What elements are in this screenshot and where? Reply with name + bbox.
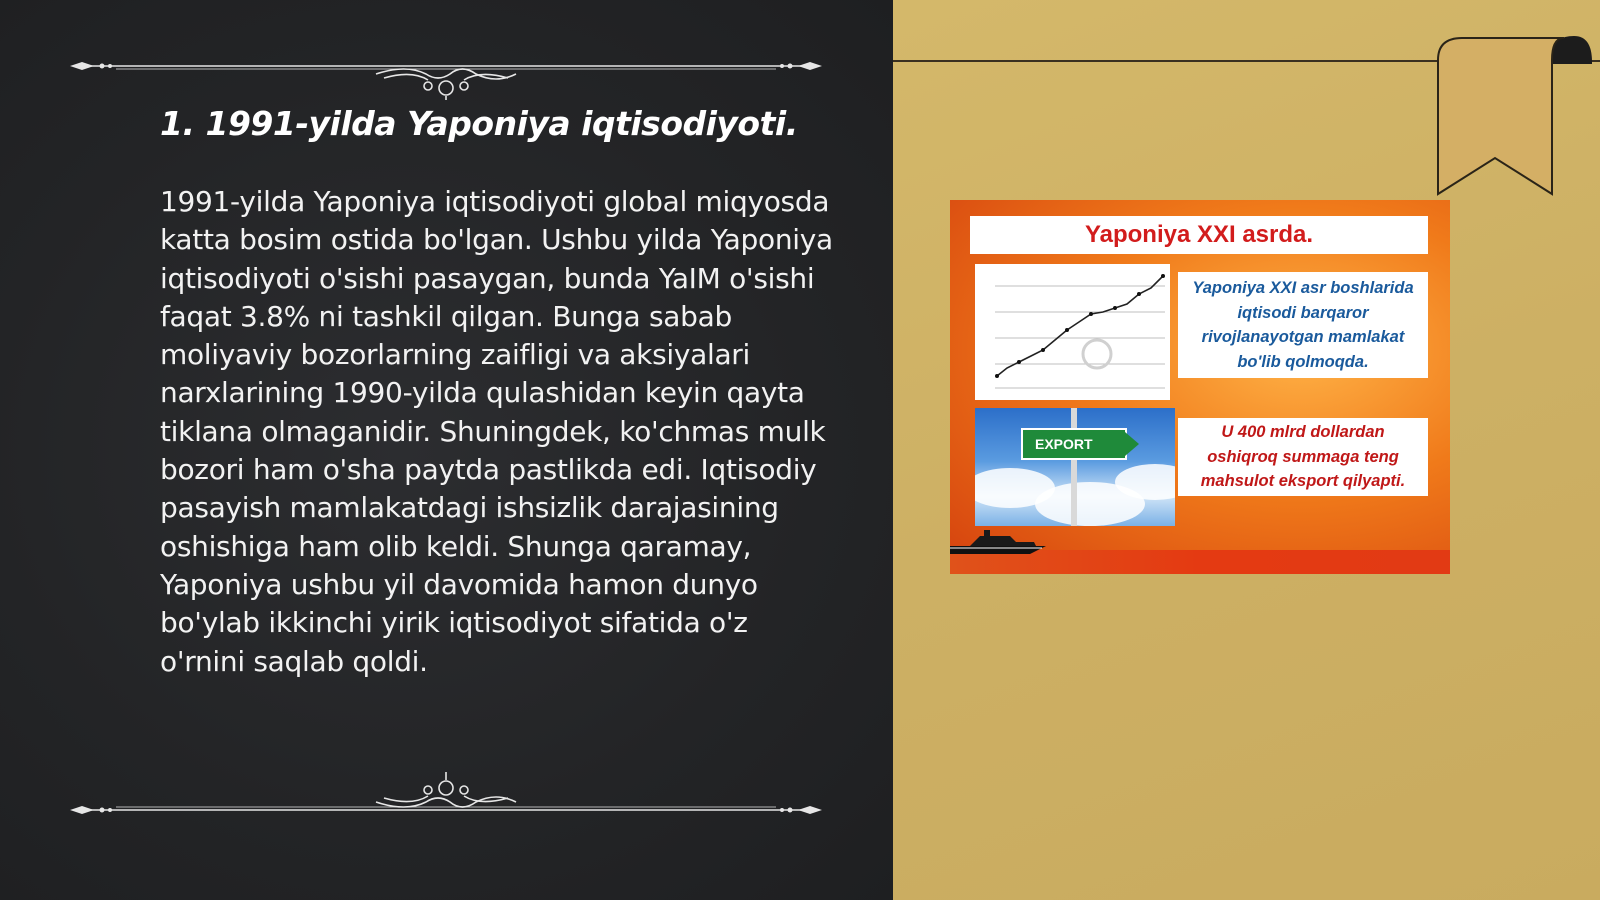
- ship-icon: [950, 528, 1060, 556]
- chart-line-icon: [975, 264, 1170, 400]
- picture-title: Yaponiya XXI asrda.: [970, 216, 1428, 254]
- picture-sky-photo: [975, 408, 1175, 526]
- picture-chart: [975, 264, 1170, 400]
- export-sign-icon: EXPORT: [1021, 428, 1127, 460]
- slide-body-text: 1991-yilda Yaponiya iqtisodiyoti global miqyosda katta bosim ostida bo'lgan. Ushbu yilda Yaponiya iqtisodiyoti o'sishi pasaygan, bunda YaIM o'sishi faqat 3.8% ni tashkil qilgan. Bunga sabab moliyaviy bozorlarning zaifligi va aksiyalari narxlarining 1990-yilda qulashidan keyin qayta tiklana olmaganidir. Shuningdek, ko'chmas mulk bozori ham o'sha paytda pastlikda edi. Iqtisodiy pasayish mamlakatdagi ishsizlik darajasining oshishiga ham olib keldi. Shunga qaramay, Yaponiya ushbu yil davomida hamon dunyo bo'ylab ikkinchi yirik iqtisodiyot sifatida o'z o'rnini saqlab qoldi.: [160, 185, 833, 678]
- picture-note-export: U 400 mlrd dollardan oshiqroq summaga teng mahsulot eksport qilyapti.: [1178, 418, 1428, 496]
- sign-pole: [1071, 408, 1077, 526]
- picture-note-stable-economy: Yaponiya XXI asr boshlarida iqtisodi barqaror rivojlanayotgan mamlakat bo'lib qolmoqda.: [1178, 272, 1428, 378]
- embedded-picture: [950, 200, 1450, 574]
- ornament-divider-top-icon: [66, 40, 826, 100]
- slide-title: 1. 1991-yilda Yaponiya iqtisodiyoti.: [160, 104, 798, 143]
- bookmark-ribbon-icon: [1432, 34, 1592, 199]
- ornament-divider-bottom-icon: [66, 772, 826, 832]
